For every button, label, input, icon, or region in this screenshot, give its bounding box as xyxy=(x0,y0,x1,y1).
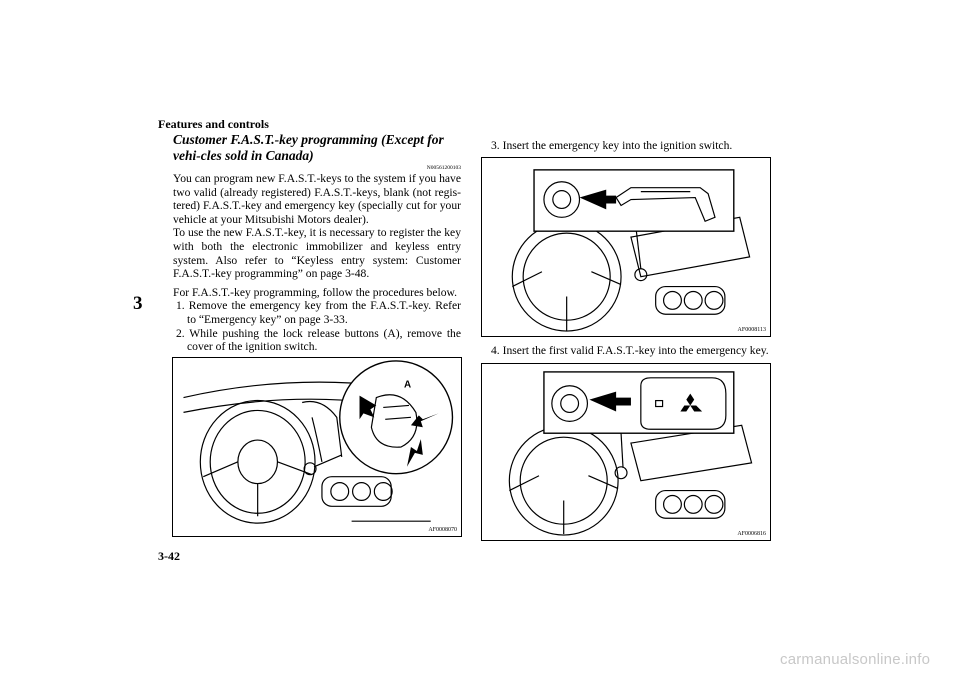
figure-fast-key xyxy=(481,363,771,541)
section-title: Customer F.A.S.T.-key programming (Except for vehi-cles sold in Canada) xyxy=(173,132,444,163)
step-1: 1. Remove the emergency key from the F.A.S.T.-key. Refer to “Emergency key” on page 3-33. xyxy=(176,299,461,326)
step-3: 3. Insert the emergency key into the ignition switch. xyxy=(491,139,733,152)
left-column xyxy=(173,132,461,354)
steps-list xyxy=(173,299,461,353)
figure-code: AF0008113 xyxy=(737,327,766,333)
callout-label: A xyxy=(404,379,412,391)
section-code: N00561200103 xyxy=(426,165,461,171)
fast-key-illustration xyxy=(482,364,770,540)
section-header: Features and controls xyxy=(158,117,269,131)
step-2: 2. While pushing the lock release buttons (A), remove the cover of the ignition switch. xyxy=(176,326,461,354)
step-4: 4. Insert the first valid F.A.S.T.-key into the emergency key. xyxy=(491,344,769,357)
dashboard-illustration xyxy=(173,358,461,536)
zoom-circle xyxy=(340,361,453,474)
paragraph-intro: You can program new F.A.S.T.-keys to the system if you have two valid (already registered) F.A.S.T.-keys, blank (not regis-tered) F.A.S.T.-key and emergency key (specially cut for your vehicle at your Mitsubishi Motors dealer). xyxy=(173,172,461,226)
ignition-key-illustration xyxy=(482,158,770,336)
zoom-box xyxy=(534,170,734,231)
paragraph-procedure: For F.A.S.T.-key programming, follow the procedures below. xyxy=(173,285,458,299)
figure-ignition-cover xyxy=(172,357,462,537)
chapter-number: 3 xyxy=(133,293,143,314)
page-number: 3-42 xyxy=(158,549,180,563)
zoom-box xyxy=(544,372,734,433)
figure-code: AF0008070 xyxy=(428,527,457,533)
figure-code: AF0006816 xyxy=(737,531,766,537)
figure-emergency-key xyxy=(481,157,771,337)
footer-watermark: carmanualsonline.info xyxy=(780,651,931,668)
paragraph-registration: To use the new F.A.S.T.-key, it is necessary to register the key with both the electronic immobilizer and keyless entry system. Also refer to “Keyless entry system: Customer F.A.S.T.-key programming” on page 3-48. xyxy=(173,226,461,281)
